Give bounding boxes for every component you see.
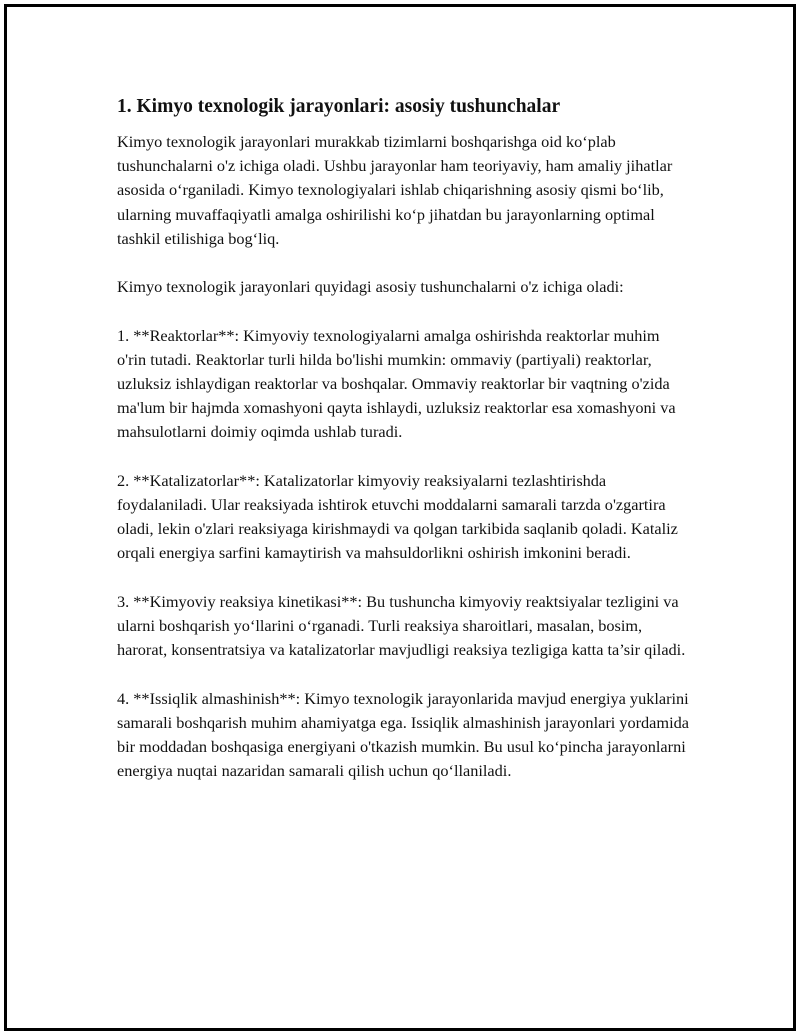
paragraph-intro: Kimyo texnologik jarayonlari murakkab tizimlarni boshqarishga oid ko‘plab tushunchalarni o'z ichiga oladi. Ushbu jarayonlar ham teoriyaviy, ham amaliy jihatlar asosida o‘rganiladi. Kimyo texnologiyalari ishlab chiqarishning asosiy qismi bo‘lib, ularning muvaffaqiyatli amalga oshirilishi ko‘p jihatdan bu jarayonlarning optimal tashkil etilishiga bog‘liq.: [117, 132, 673, 248]
paragraph-kinetics: 3. **Kimyoviy reaksiya kinetikasi**: Bu tushuncha kimyoviy reaktsiyalar tezligini va ularni boshqarish yo‘llarini o‘rganadi. Turli reaksiya sharoitlari, masalan, bosim, harorat, konsentratsiya va katalizatorlar mavjudligi reaksiya tezligiga katta ta’sir qiladi.: [117, 591, 686, 660]
paragraph-heat-exchange: 4. **Issiqlik almashinish**: Kimyo texnologik jarayonlarida mavjud energiya yuklarini samarali boshqarish muhim ahamiyatga ega. Issiqlik almashinish jarayonlari yordamida bir moddadan boshqasiga energiyani o'tkazish mumkin. Bu usul ko‘pincha jarayonlarni energiya nuqtai nazaridan samarali qilish uchun qo‘llaniladi.: [117, 688, 689, 781]
paragraph-reactors: 1. **Reaktorlar**: Kimyoviy texnologiyalarni amalga oshirishda reaktorlar muhim o'rin tutadi. Reaktorlar turli hilda bo'lishi mumkin: ommaviy (partiyali) reaktorlar, uzluksiz ishlaydigan reaktorlar va boshqalar. Ommaviy reaktorlar bir vaqtning o'zida ma'lum bir hajmda xomashyoni qayta ishlaydi, uzluksiz reaktorlar esa xomashyoni va mahsulotlarni doimiy oqimda ushlab turadi.: [117, 325, 676, 442]
paragraph-concepts-lead: Kimyo texnologik jarayonlari quyidagi asosiy tushunchalarni o'z ichiga oladi:: [117, 277, 624, 297]
document-title: 1. Kimyo texnologik jarayonlari: asosiy tushunchalar: [117, 96, 561, 117]
document-body: [117, 94, 692, 808]
paragraph-catalysts: 2. **Katalizatorlar**: Katalizatorlar kimyoviy reaksiyalarni tezlashtirishda foydalaniladi. Ular reaksiyada ishtirok etuvchi moddalarni samarali tarzda o'zgartira oladi, lekin o'zlari reaksiyaga kirishmaydi va qolgan tarkibida saqlanib qoladi. Kataliz orqali energiya sarfini kamaytirish va mahsuldorlikni oshirish imkonini beradi.: [117, 470, 678, 563]
